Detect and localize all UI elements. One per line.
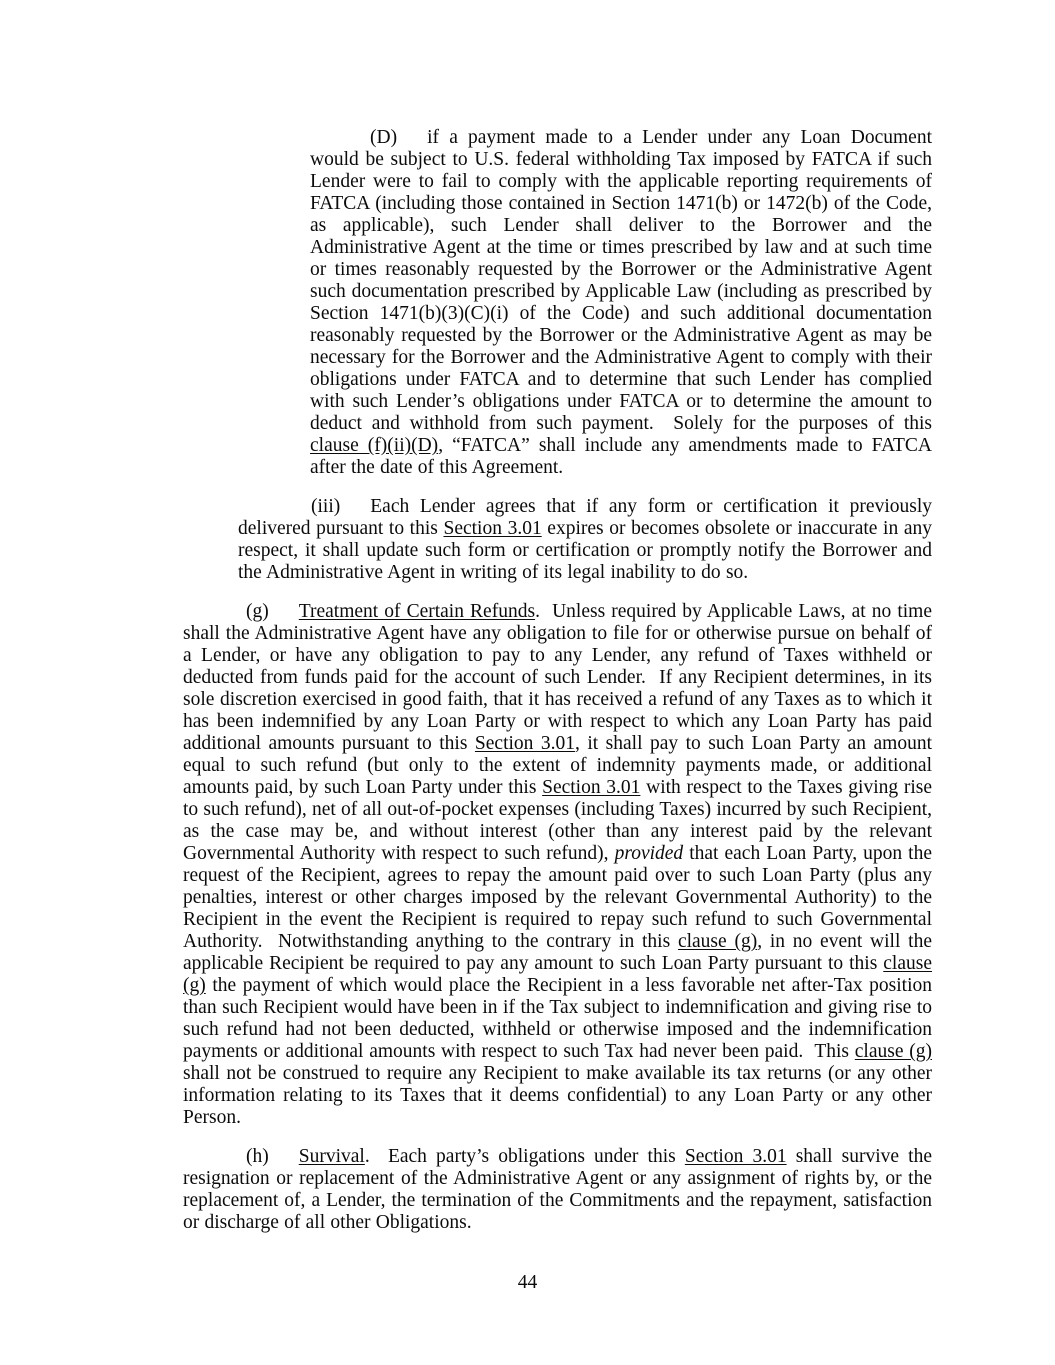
text-run: . Each party’s obligations under this bbox=[364, 1146, 685, 1167]
cross-reference-text: Section 3.01 bbox=[684, 1146, 787, 1167]
text-run: (h) bbox=[246, 1146, 269, 1167]
text-run: (iii) bbox=[311, 496, 341, 517]
text-run: with respect to the Taxes giving rise to such refund), net of all out-of-pocket expenses (including Taxes) incurred by such Recipient, as the case may be, and without interest (other than any interest paid by the relevant Governmental Authority with respect to such refund), bbox=[183, 777, 932, 864]
page-content bbox=[183, 127, 932, 1234]
cross-reference-text: clause (g) bbox=[183, 953, 932, 996]
text-run: expires or becomes obsolete or inaccurate in any respect, it shall update such form or certification or promptly notify the Borrower and the Administrative Agent in writing of its legal inability to do so. bbox=[238, 518, 932, 583]
cross-reference-text: Section 3.01 bbox=[443, 518, 542, 539]
paragraph-clause-h bbox=[183, 1146, 932, 1234]
text-run: (g) bbox=[246, 601, 269, 622]
paragraph-clause-g bbox=[183, 601, 932, 1129]
page-number: 44 bbox=[517, 1272, 538, 1293]
cross-reference-text: clause (g) bbox=[677, 931, 758, 952]
text-run: the payment of which would place the Recipient in a less favorable net after-Tax position than such Recipient would have been in if the Tax subject to indemnification and giving rise to such refund had not been deducted, withheld or otherwise imposed and the indemnification payments or additional amounts with respect to such Tax had never been paid. This bbox=[183, 975, 932, 1062]
cross-reference-text: clause (g) bbox=[854, 1041, 932, 1062]
text-run: , it shall pay to such Loan Party an amount equal to such refund (but only to the extent of indemnity payments made, or additional amounts paid, by such Loan Party under this bbox=[183, 733, 932, 798]
text-run: Each Lender agrees that if any form or certification it previously delivered pursuant to this bbox=[238, 496, 932, 539]
cross-reference-text: clause (f)(ii)(D) bbox=[310, 435, 439, 456]
text-run: provided bbox=[614, 843, 684, 864]
text-run: . Unless required by Applicable Laws, at no time shall the Administrative Agent have any obligation to file for or otherwise pursue on behalf of a Lender, or have any obligation to pay to any Lender, any refund of Taxes withheld or deducted from funds paid for the account of such Lender. If any Recipient determines, in its sole discretion exercised in good faith, that it has received a refund of any Taxes as to which it has been indemnified by any Loan Party or with respect to which any Loan Party has paid additional amounts pursuant to this bbox=[183, 601, 932, 754]
paragraph-clause-iii bbox=[238, 496, 932, 584]
text-run: if a payment made to a Lender under any Loan Document would be subject to U.S. federal withholding Tax imposed by FATCA if such Lender were to fail to comply with the applicable reporting requirements of FATCA (including those contained in Section 1471(b) or 1472(b) of the Code, as applicable), such Lender shall deliver to the Borrower and the Administrative Agent at the time or times prescribed by law and at such time or times reasonably requested by the Borrower or the Administrative Agent such documentation prescribed by Applicable Law (including as prescribed by Section 1471(b)(3)(C)(i) of the Code) and such additional documentation reasonably requested by the Borrower or the Administrative Agent as may be necessary for the Borrower and the Administrative Agent to comply with their obligations under FATCA and to determine that such Lender has complied with such Lender’s obligations under FATCA or to determine the amount to deduct and withhold from such payment. Solely for the purposes of this bbox=[310, 127, 932, 434]
cross-reference-text: Survival bbox=[298, 1146, 365, 1167]
text-run: , in no event will the applicable Recipient be required to pay any amount to such Loan Party pursuant to this bbox=[183, 931, 932, 974]
cross-reference-text: Section 3.01 bbox=[542, 777, 641, 798]
paragraph-clause-D bbox=[310, 127, 932, 479]
text-run: that each Loan Party, upon the request of the Recipient, agrees to repay the amount paid over to such Loan Party (plus any penalties, interest or other charges imposed by the relevant Governmental Authority) to the Recipient in the event the Recipient is required to repay such refund to such Governmental Authority. Notwithstanding anything to the contrary in this bbox=[183, 843, 932, 952]
text-run: shall not be construed to require any Recipient to make available its tax returns (or any other information relating to its Taxes that it deems confidential) to any Loan Party or any other Person. bbox=[183, 1063, 932, 1128]
cross-reference-text: Treatment of Certain Refunds bbox=[298, 601, 536, 622]
text-run: (D) bbox=[370, 127, 398, 148]
text-run: shall survive the resignation or replacement of the Administrative Agent or any assignment of rights by, or the replacement of, a Lender, the termination of the Commitments and the repayment, satisfaction or discharge of all other Obligations. bbox=[183, 1146, 932, 1233]
cross-reference-text: Section 3.01 bbox=[474, 733, 576, 754]
text-run: , “FATCA” shall include any amendments made to FATCA after the date of this Agreement. bbox=[310, 435, 932, 478]
